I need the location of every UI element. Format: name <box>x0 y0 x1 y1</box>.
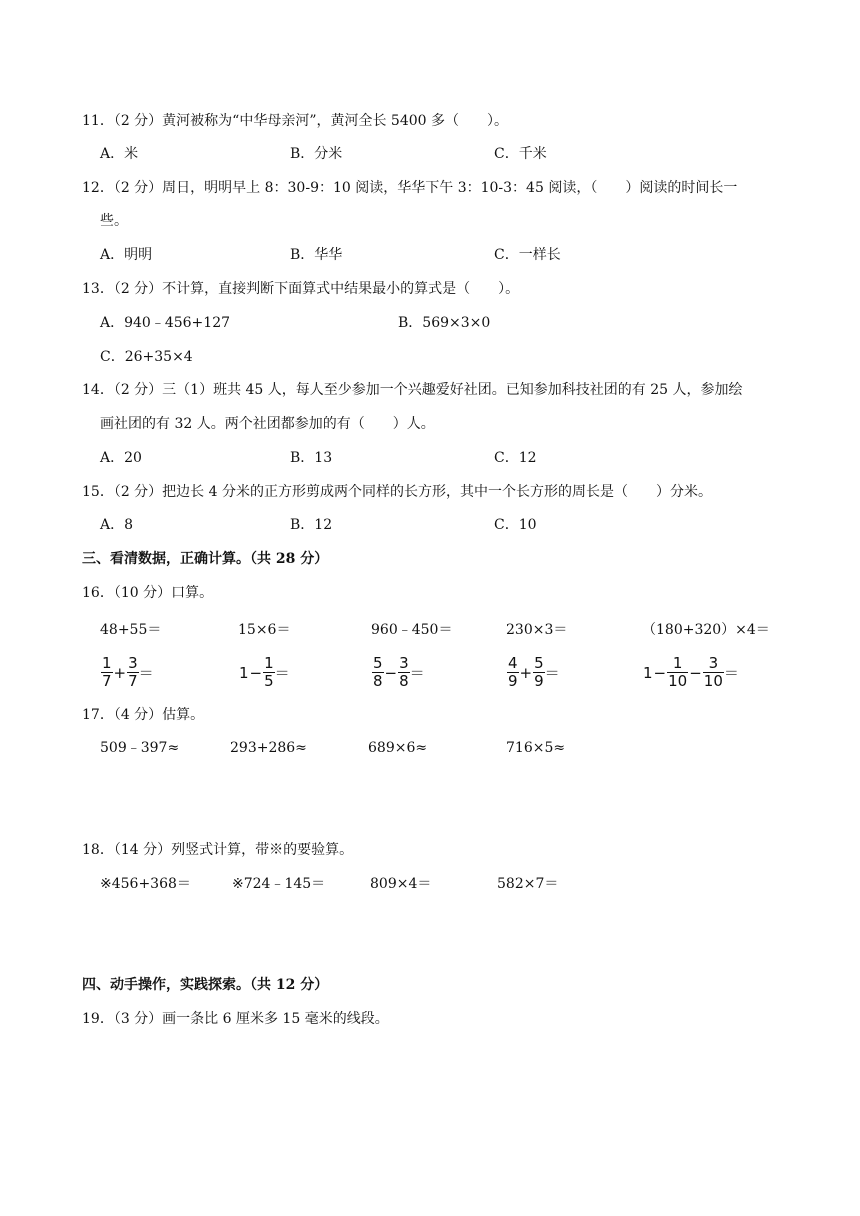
operator: − <box>653 663 667 682</box>
numerator: 1 <box>667 655 688 673</box>
fraction <box>398 655 410 690</box>
q13-option-b: B．569×3×0 <box>398 315 491 331</box>
denominator: 8 <box>399 672 409 690</box>
q16-fraction-expr-3 <box>372 655 425 690</box>
q18-item-3: 809×4＝ <box>370 876 432 892</box>
q18-item-2: ※724﹣145＝ <box>232 876 326 892</box>
denominator: 9 <box>508 672 518 690</box>
q16-fraction-expr-2 <box>239 655 290 690</box>
q19-stem: 19．（3 分）画一条比 6 厘米多 15 毫米的线段。 <box>82 1011 389 1027</box>
q12-option-a: A．明明 <box>100 247 153 263</box>
q13-stem: 13．（2 分）不计算，直接判断下面算式中结果最小的算式是（ ）。 <box>82 281 520 297</box>
q15-stem: 15．（2 分）把边长 4 分米的正方形剪成两个同样的长方形，其中一个长方形的周长是（ ）分米。 <box>82 484 712 500</box>
q15-option-b: B．12 <box>290 517 333 533</box>
equals: ＝ <box>138 664 154 682</box>
fraction <box>101 655 113 690</box>
q14-option-c: C．12 <box>494 450 537 466</box>
q11-option-c: C．千米 <box>494 146 547 162</box>
numerator: 1 <box>102 654 112 672</box>
equals: ＝ <box>723 664 739 682</box>
whole-number: 1 <box>239 663 249 682</box>
section-4-heading: 四、动手操作，实践探索。（共 12 分） <box>82 977 329 993</box>
denominator: 9 <box>534 672 544 690</box>
operator: − <box>249 663 263 682</box>
section-3-heading: 三、看清数据，正确计算。（共 28 分） <box>82 551 329 567</box>
q14-stem-cont: 画社团的有 32 人。两个社团都参加的有（ ）人。 <box>100 416 435 432</box>
operator: + <box>519 663 533 682</box>
numerator: 4 <box>508 654 518 672</box>
q18-item-4: 582×7＝ <box>497 876 559 892</box>
numerator: 1 <box>264 654 274 672</box>
q11-option-a: A．米 <box>100 146 139 162</box>
numerator: 3 <box>128 654 138 672</box>
equals: ＝ <box>274 664 290 682</box>
whole-number: 1 <box>643 663 653 682</box>
q17-item-4: 716×5≈ <box>506 740 566 756</box>
fraction <box>667 655 688 690</box>
fraction <box>507 655 519 690</box>
denominator: 7 <box>102 672 112 690</box>
q13-option-a: A．940﹣456+127 <box>100 315 231 331</box>
q12-stem: 12．（2 分）周日，明明早上 8：30-9：10 阅读，华华下午 3：10-3：45 阅读，（ ）阅读的时间长一 <box>82 180 738 196</box>
q16-item-5: （180+320）×4＝ <box>642 622 770 638</box>
fraction <box>263 655 275 690</box>
denominator: 5 <box>264 672 274 690</box>
q12-option-b: B．华华 <box>290 247 343 263</box>
fraction <box>127 655 139 690</box>
q16-fraction-expr-1 <box>101 655 154 690</box>
denominator: 7 <box>128 672 138 690</box>
q16-stem: 16．（10 分）口算。 <box>82 585 214 601</box>
q14-option-a: A．20 <box>100 450 142 466</box>
q15-option-a: A．8 <box>100 517 134 533</box>
q17-item-3: 689×6≈ <box>368 740 428 756</box>
numerator: 5 <box>534 654 544 672</box>
q15-option-c: C．10 <box>494 517 537 533</box>
q16-fraction-expr-4 <box>507 655 560 690</box>
q14-option-b: B．13 <box>290 450 333 466</box>
q16-item-2: 15×6＝ <box>238 622 291 638</box>
q18-stem: 18．（14 分）列竖式计算，带※的要验算。 <box>82 842 354 858</box>
q17-stem: 17．（4 分）估算。 <box>82 707 205 723</box>
fraction <box>372 655 384 690</box>
numerator: 3 <box>703 655 724 673</box>
operator: + <box>113 663 127 682</box>
q16-fraction-expr-5 <box>643 655 739 690</box>
q18-item-1: ※456+368＝ <box>100 876 191 892</box>
operator: − <box>384 663 398 682</box>
denominator: 10 <box>703 672 723 690</box>
q12-option-c: C．一样长 <box>494 247 561 263</box>
equals: ＝ <box>544 664 560 682</box>
numerator: 3 <box>399 654 409 672</box>
operator: − <box>689 663 702 682</box>
q12-stem-cont: 些。 <box>100 213 128 229</box>
numerator: 5 <box>373 654 383 672</box>
q16-item-1: 48+55＝ <box>100 622 162 638</box>
q11-option-b: B．分米 <box>290 146 343 162</box>
q17-item-2: 293+286≈ <box>230 740 307 756</box>
q13-option-c: C．26+35×4 <box>100 349 193 365</box>
denominator: 8 <box>373 672 383 690</box>
denominator: 10 <box>668 672 688 690</box>
q16-item-3: 960﹣450＝ <box>371 622 453 638</box>
equals: ＝ <box>409 664 425 682</box>
q16-item-4: 230×3＝ <box>506 622 568 638</box>
q17-item-1: 509﹣397≈ <box>100 740 180 756</box>
q11-stem: 11．（2 分）黄河被称为“中华母亲河”，黄河全长 5400 多（ ）。 <box>82 113 509 129</box>
fraction <box>533 655 545 690</box>
fraction <box>703 655 724 690</box>
q14-stem: 14．（2 分）三（1）班共 45 人，每人至少参加一个兴趣爱好社团。已知参加科技社团的有 25 人，参加绘 <box>82 382 743 398</box>
